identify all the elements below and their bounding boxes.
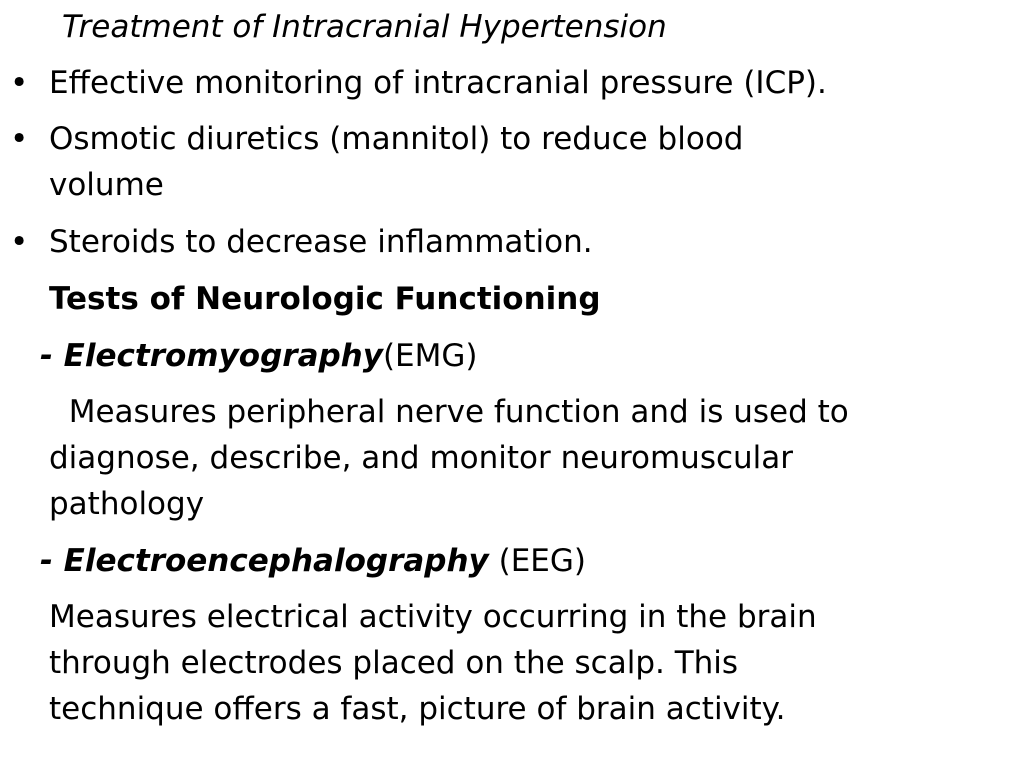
bullet-line: volume xyxy=(49,167,164,203)
emg-prefix: - xyxy=(40,338,64,374)
emg-label xyxy=(40,333,478,379)
emg-name: Electromyography xyxy=(63,338,383,374)
bullet-line: Steroids to decrease inflammation. xyxy=(49,224,593,260)
bullet-dot: • xyxy=(10,65,29,101)
eeg-abbr: (EEG) xyxy=(488,543,586,579)
eeg-desc-line: Measures electrical activity occurring in the brain xyxy=(49,599,817,635)
bullet-item-icp xyxy=(49,60,827,106)
emg-description xyxy=(49,389,849,527)
eeg-description xyxy=(49,594,817,732)
emg-desc-line: pathology xyxy=(49,486,205,522)
bullet-line: Osmotic diuretics (mannitol) to reduce blood xyxy=(49,121,744,157)
bullet-item-mannitol xyxy=(49,116,743,208)
emg-desc-line: diagnose, describe, and monitor neuromuscular xyxy=(49,440,794,476)
eeg-desc-line: technique offers a fast, picture of brain activity. xyxy=(49,691,786,727)
emg-abbr: (EMG) xyxy=(382,338,478,374)
emg-desc-line: Measures peripheral nerve function and is used to xyxy=(49,394,849,430)
eeg-prefix: - xyxy=(40,543,64,579)
bullet-line: Effective monitoring of intracranial pressure (ICP). xyxy=(49,65,827,101)
bullet-dot: • xyxy=(10,121,29,157)
slide-title: Treatment of Intracranial Hypertension xyxy=(62,9,667,45)
eeg-label xyxy=(40,538,586,584)
bullet-item-steroids xyxy=(49,219,593,265)
eeg-name: Electroencephalography xyxy=(63,543,489,579)
eeg-desc-line: through electrodes placed on the scalp. This xyxy=(49,645,739,681)
tests-heading: Tests of Neurologic Functioning xyxy=(49,281,601,317)
bullet-dot: • xyxy=(10,224,29,260)
